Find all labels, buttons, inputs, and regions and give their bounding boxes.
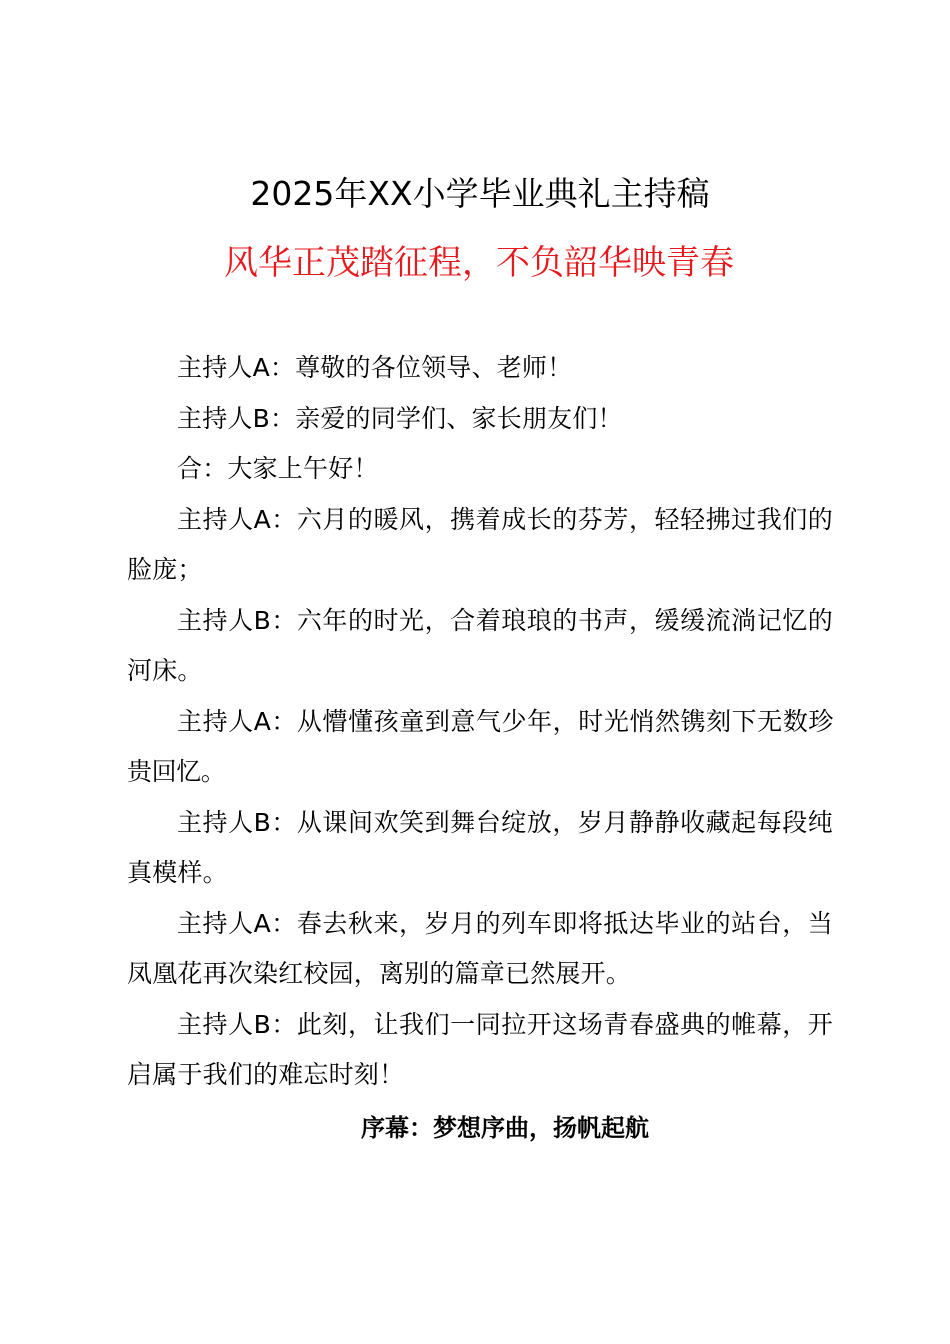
script-line: 主持人B：亲爱的同学们、家长朋友们！ — [177, 403, 623, 433]
script-line: 主持人A：从懵懂孩童到意气少年，时光悄然镌刻下无数珍贵回忆。 — [127, 706, 833, 786]
document-subtitle: 风华正茂踏征程，不负韶华映青春 — [224, 243, 734, 283]
script-line: 主持人A：尊敬的各位领导、老师！ — [177, 353, 573, 382]
script-line: 合：大家上午好！ — [177, 454, 379, 483]
script-line: 主持人A：春去秋来，岁月的列车即将抵达毕业的站台，当凤凰花再次染红校园，离别的篇章已然展开。 — [127, 908, 833, 988]
script-line: 主持人A：六月的暖风，携着成长的芬芳，轻轻拂过我们的脸庞； — [127, 504, 833, 584]
script-line: 主持人B：六年的时光，合着琅琅的书声，缓缓流淌记忆的河床。 — [127, 605, 833, 685]
document-title: 2025年XX小学毕业典礼主持稿 — [250, 174, 710, 213]
section-heading: 序幕：梦想序曲，扬帆起航 — [361, 1114, 649, 1142]
script-line: 主持人B：此刻，让我们一同拉开这场青春盛典的帷幕，开启属于我们的难忘时刻！ — [127, 1009, 833, 1089]
script-body — [127, 343, 833, 1101]
script-line: 主持人B：从课间欢笑到舞台绽放，岁月静静收藏起每段纯真模样。 — [127, 807, 833, 887]
